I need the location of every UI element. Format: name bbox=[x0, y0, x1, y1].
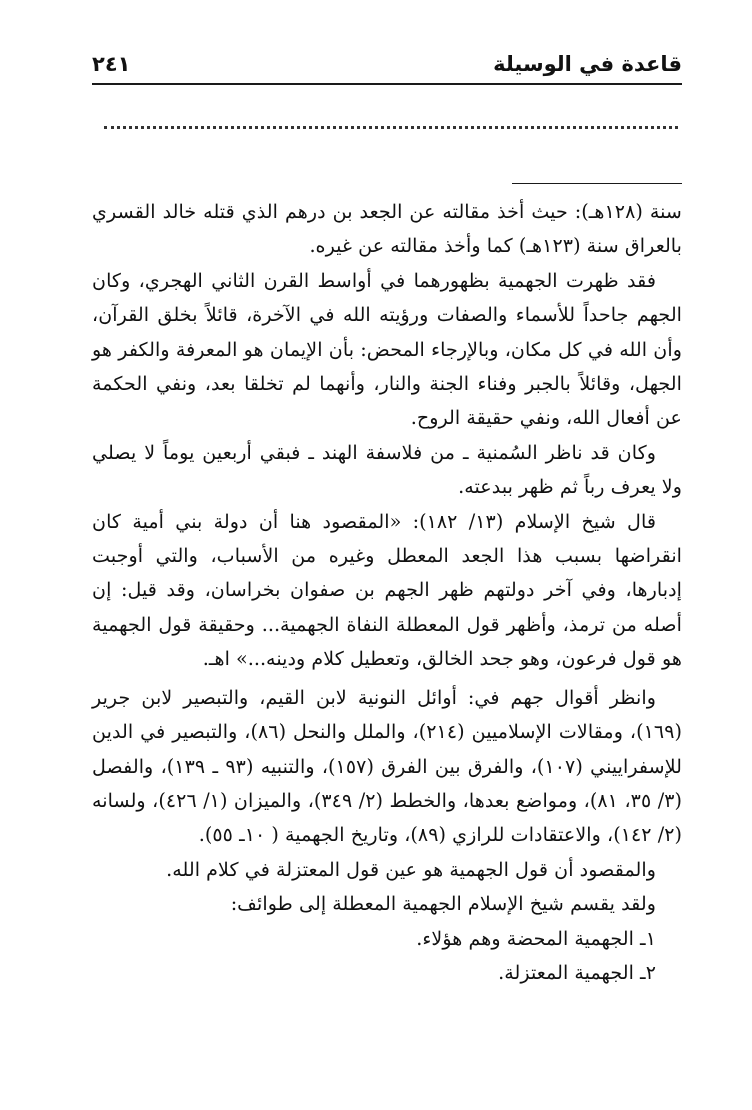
footnote-paragraph-3: وكان قد ناظر السُمنية ـ من فلاسفة الهند ـ فبقي أربعين يوماً لا يصلي ولا يعرف رباً ثم ظهر ببدعته. bbox=[92, 440, 682, 499]
footnote-paragraph-2: فقد ظهرت الجهمية بظهورهما في أواسط القرن الثاني الهجري، وكان الجهم جاحداً للأسماء والصفات ورؤيته الله في الآخرة، قائلاً بخلق القرآن، وأن الله في كل مكان، وبالإرجاء المحض: بأن الإيمان هو المعرفة والكفر هو الجهل، وقائلاً بالجبر وفناء الجنة والنار، وأنهما لم تخلقا بعد، ونفي الحكمة عن أفعال الله، ونفي حقيقة الروح. bbox=[92, 268, 682, 430]
list-item: ٢ـ الجهمية المعتزلة. bbox=[498, 960, 656, 984]
footnote-body bbox=[92, 195, 682, 990]
list-item: ١ـ الجهمية المحضة وهم هؤلاء. bbox=[416, 926, 656, 950]
page-number: ٢٤١ bbox=[92, 52, 131, 76]
dotted-separator bbox=[104, 126, 678, 129]
footnote-paragraph-7: ولقد يقسم شيخ الإسلام الجهمية المعطلة إلى طوائف: bbox=[230, 892, 656, 916]
footnote-paragraph-1: سنة (١٢٨هـ): حيث أخذ مقالته عن الجعد بن درهم الذي قتله خالد القسري بالعراق سنة (١٢٣هـ) كما وأخذ مقالته عن غيره. bbox=[92, 200, 682, 258]
footnote-rule bbox=[512, 183, 682, 184]
page-header bbox=[92, 48, 682, 80]
footnote-paragraph-5: وانظر أقوال جهم في: أوائل النونية لابن القيم، والتبصير لابن جرير (١٦٩)، ومقالات الإسلاميين (٢١٤)، والملل والنحل (٨٦)، والتبصير في الدين للإسفراييني (١٠٧)، والفرق بين الفرق (١٥٧)، والتنبيه (٩٣ ـ ١٣٩)، والفصل (٣/ ٣٥، ٨١)، ومواضع بعدها، والخطط (٢/ ٣٤٩)، والميزان (١/ ٤٢٦)، ولسانه (٢/ ١٤٢)، والاعتقادات للرازي (٨٩)، وتاريخ الجهمية ( ١٠ـ ٥٥). bbox=[92, 685, 683, 847]
footnote-paragraph-4: قال شيخ الإسلام (١٣/ ١٨٢): «المقصود هنا أن دولة بني أمية كان انقراضها بسبب هذا الجعد المعطل وغيره من الأسباب، والتي أوجبت إدبارها، وفي آخر دولتهم ظهر الجهم بن صفوان بخراسان، وقد قيل: إن أصله من ترمذ، وأظهر قول المعطلة النفاة الجهمية... وحقيقة قول الجهمية هو قول فرعون، وهو جحد الخالق، وتعطيل كلام ودينه...» اهـ. bbox=[92, 509, 682, 671]
header-rule bbox=[92, 83, 682, 85]
running-title: قاعدة في الوسيلة bbox=[493, 52, 682, 76]
footnote-paragraph-6: والمقصود أن قول الجهمية هو عين قول المعتزلة في كلام الله. bbox=[166, 857, 656, 881]
